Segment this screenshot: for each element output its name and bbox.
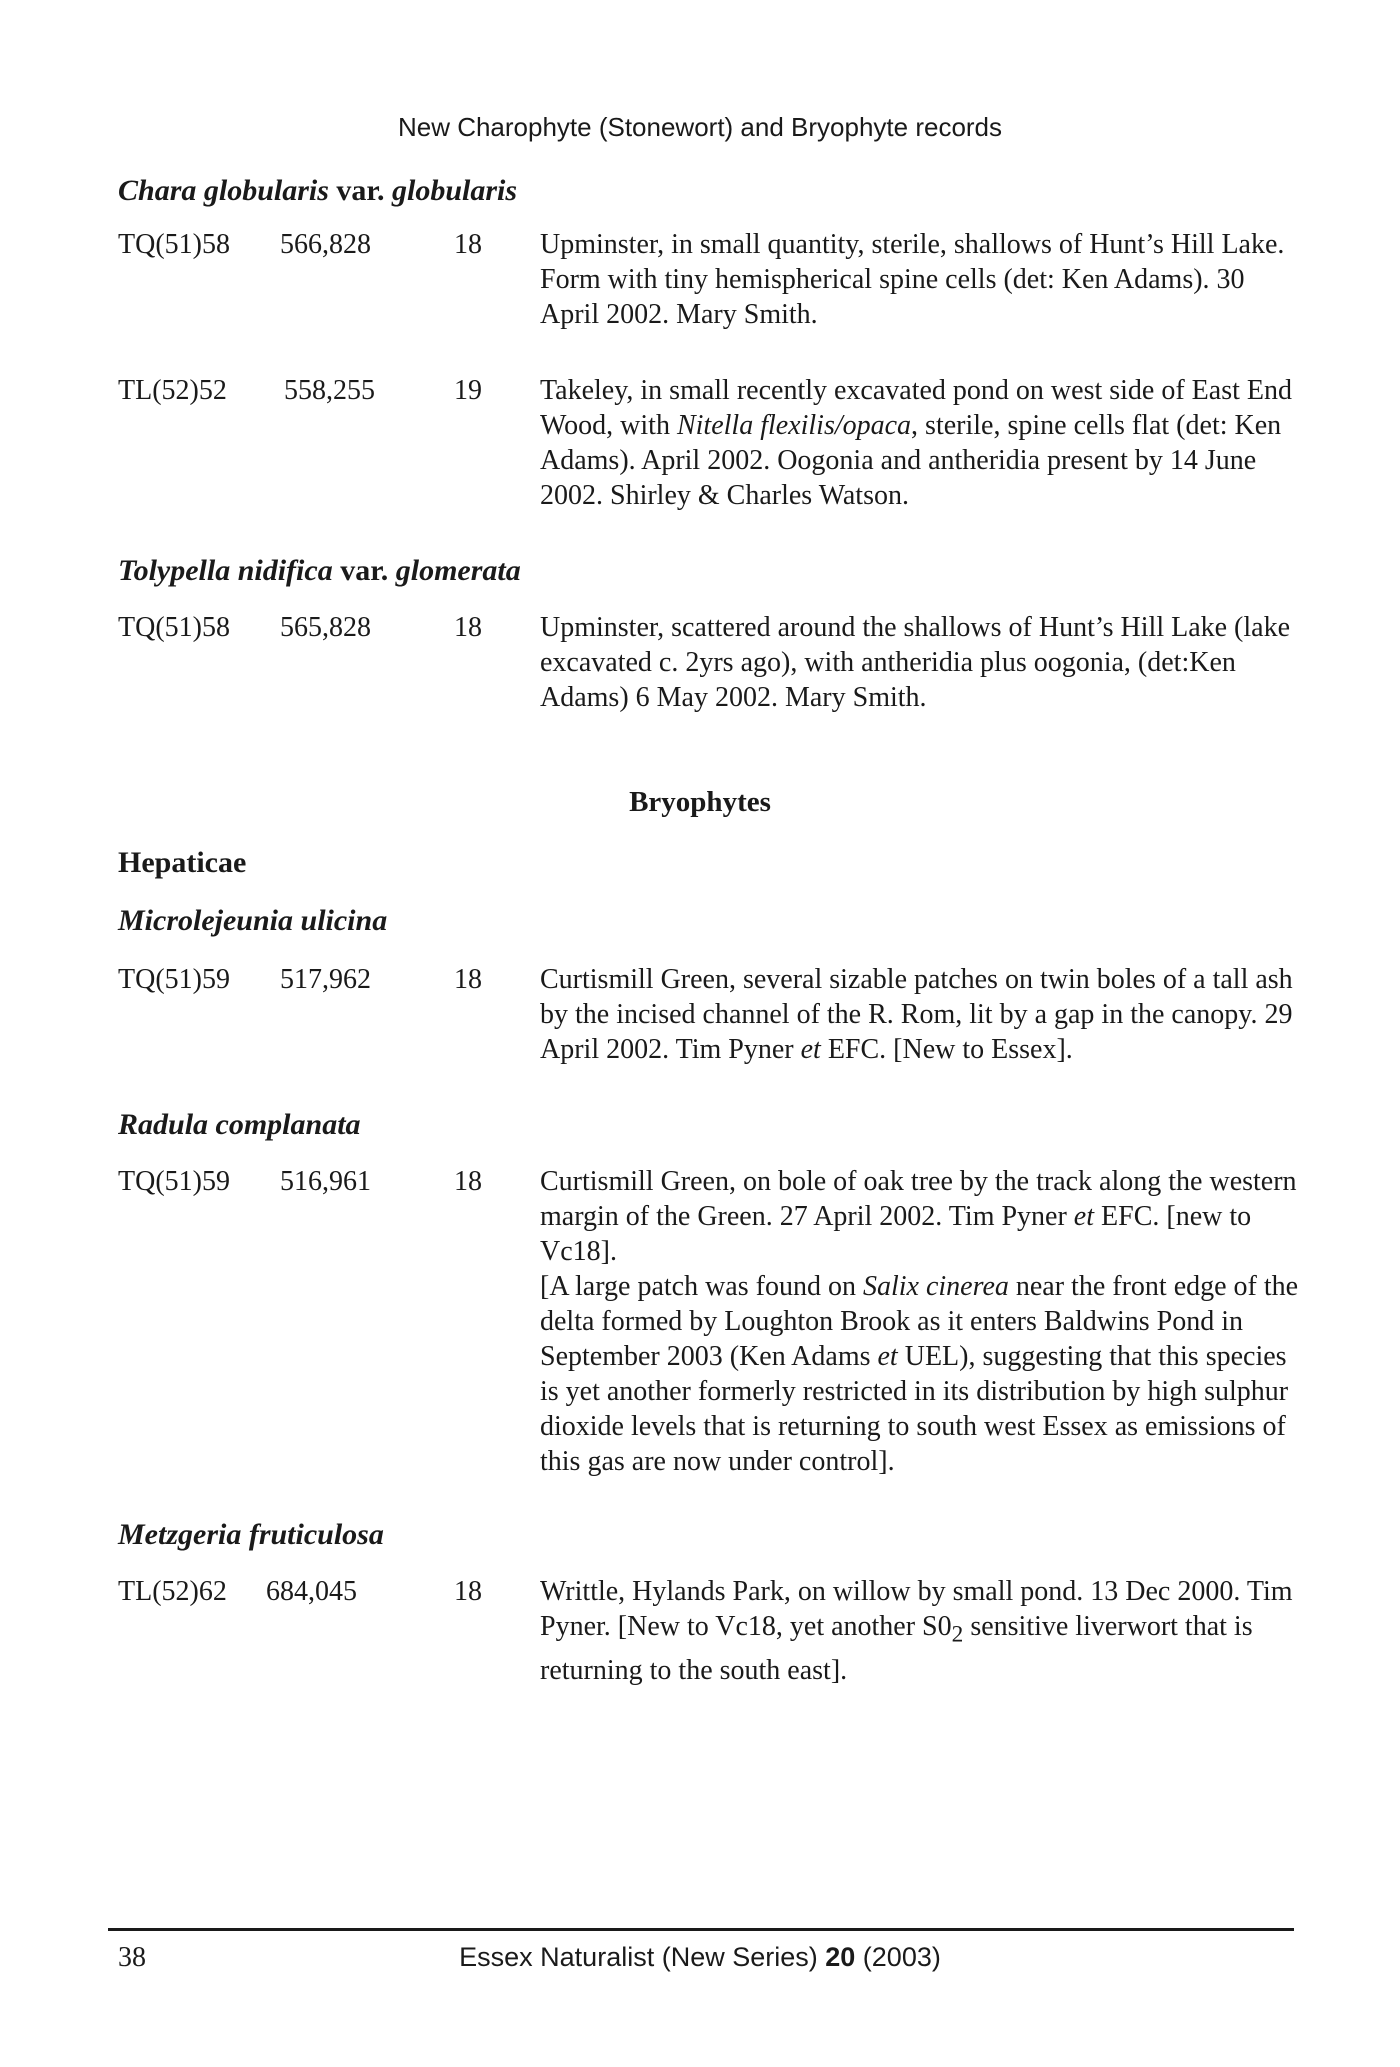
vice-county: 19 [454, 375, 482, 406]
vice-county: 18 [454, 612, 482, 643]
page-number: 38 [118, 1942, 146, 1973]
grid-ref: TL(52)52 [118, 375, 227, 406]
coordinates: 516,961 [280, 1166, 371, 1197]
species-heading-microlejeunia: Microlejeunia ulicina [118, 904, 388, 937]
species-heading-tolypella: Tolypella nidifica var. glomerata [118, 554, 521, 587]
coordinates: 565,828 [280, 612, 371, 643]
record-chara-1 [118, 227, 1298, 337]
grid-ref: TQ(51)58 [118, 229, 230, 260]
record-description [540, 1164, 1300, 1479]
coordinates: 517,962 [280, 964, 371, 995]
grid-ref: TQ(51)59 [118, 1166, 230, 1197]
coordinates: 558,255 [284, 375, 375, 406]
record-note: [A large patch was found on Salix cinerea near the front edge of the delta formed by Loughton Brook as it enters Baldwins Pond in September 2003 (Ken Adams et UEL), suggesting that this species is yet another formerly restricted in its distribution by high sulphur dioxide levels that is returning to south west Essex as emissions of this gas are now under control]. [540, 1271, 1299, 1477]
coordinates: 566,828 [280, 229, 371, 260]
vice-county: 18 [454, 964, 482, 995]
grid-ref: TQ(51)58 [118, 612, 230, 643]
vice-county: 18 [454, 1576, 482, 1607]
vice-county: 18 [454, 1166, 482, 1197]
record-description: Upminster, in small quantity, sterile, shallows of Hunt’s Hill Lake. Form with tiny hemispherical spine cells (det: Ken Adams). 30 April 2002. Mary Smith. [540, 229, 1285, 330]
record-microlejeunia [118, 962, 1298, 1072]
vice-county: 18 [454, 229, 482, 260]
subsection-title: Hepaticae [118, 846, 247, 879]
species-heading-chara: Chara globularis var. globularis [118, 174, 518, 207]
record-description: Upminster, scattered around the shallows of Hunt’s Hill Lake (lake excavated c. 2yrs ago), with antheridia plus oogonia, (det:Ken Adams) 6 May 2002. Mary Smith. [540, 612, 1291, 713]
species-heading-radula: Radula complanata [118, 1108, 361, 1141]
record-metzgeria [118, 1574, 1298, 1684]
species-heading-metzgeria: Metzgeria fruticulosa [118, 1518, 384, 1551]
grid-ref: TQ(51)59 [118, 964, 230, 995]
running-head: New Charophyte (Stonewort) and Bryophyte records [397, 112, 1003, 142]
record-paragraph: Curtismill Green, on bole of oak tree by the track along the western margin of the Green. 27 April 2002. Tim Pyner et EFC. [new to Vc18]. [540, 1166, 1297, 1267]
record-description: Takeley, in small recently excavated pond on west side of East End Wood, with Nitella flexilis/opaca, sterile, spine cells flat (det: Ken Adams). April 2002. Oogonia and antheridia present by 14 June 2002. Shirley & Charles Watson. [540, 375, 1292, 511]
journal-citation: Essex Naturalist (New Series) 20 (2003) [459, 1942, 941, 1972]
record-radula [118, 1164, 1298, 1484]
record-tolypella-1 [118, 610, 1298, 720]
record-description: Curtismill Green, several sizable patches on twin boles of a tall ash by the incised channel of the R. Rom, lit by a gap in the canopy. 29 April 2002. Tim Pyner et EFC. [New to Essex]. [540, 964, 1293, 1065]
grid-ref: TL(52)62 [118, 1576, 227, 1607]
footer-rule [108, 1928, 1294, 1931]
coordinates: 684,045 [266, 1576, 357, 1607]
section-title: Bryophytes [629, 786, 771, 818]
record-description: Writtle, Hylands Park, on willow by small pond. 13 Dec 2000. Tim Pyner. [New to Vc18, yet another $S0_2$ sensitive liverwort that is returning to the south east]. [540, 1576, 1293, 1686]
record-chara-2 [118, 373, 1298, 518]
